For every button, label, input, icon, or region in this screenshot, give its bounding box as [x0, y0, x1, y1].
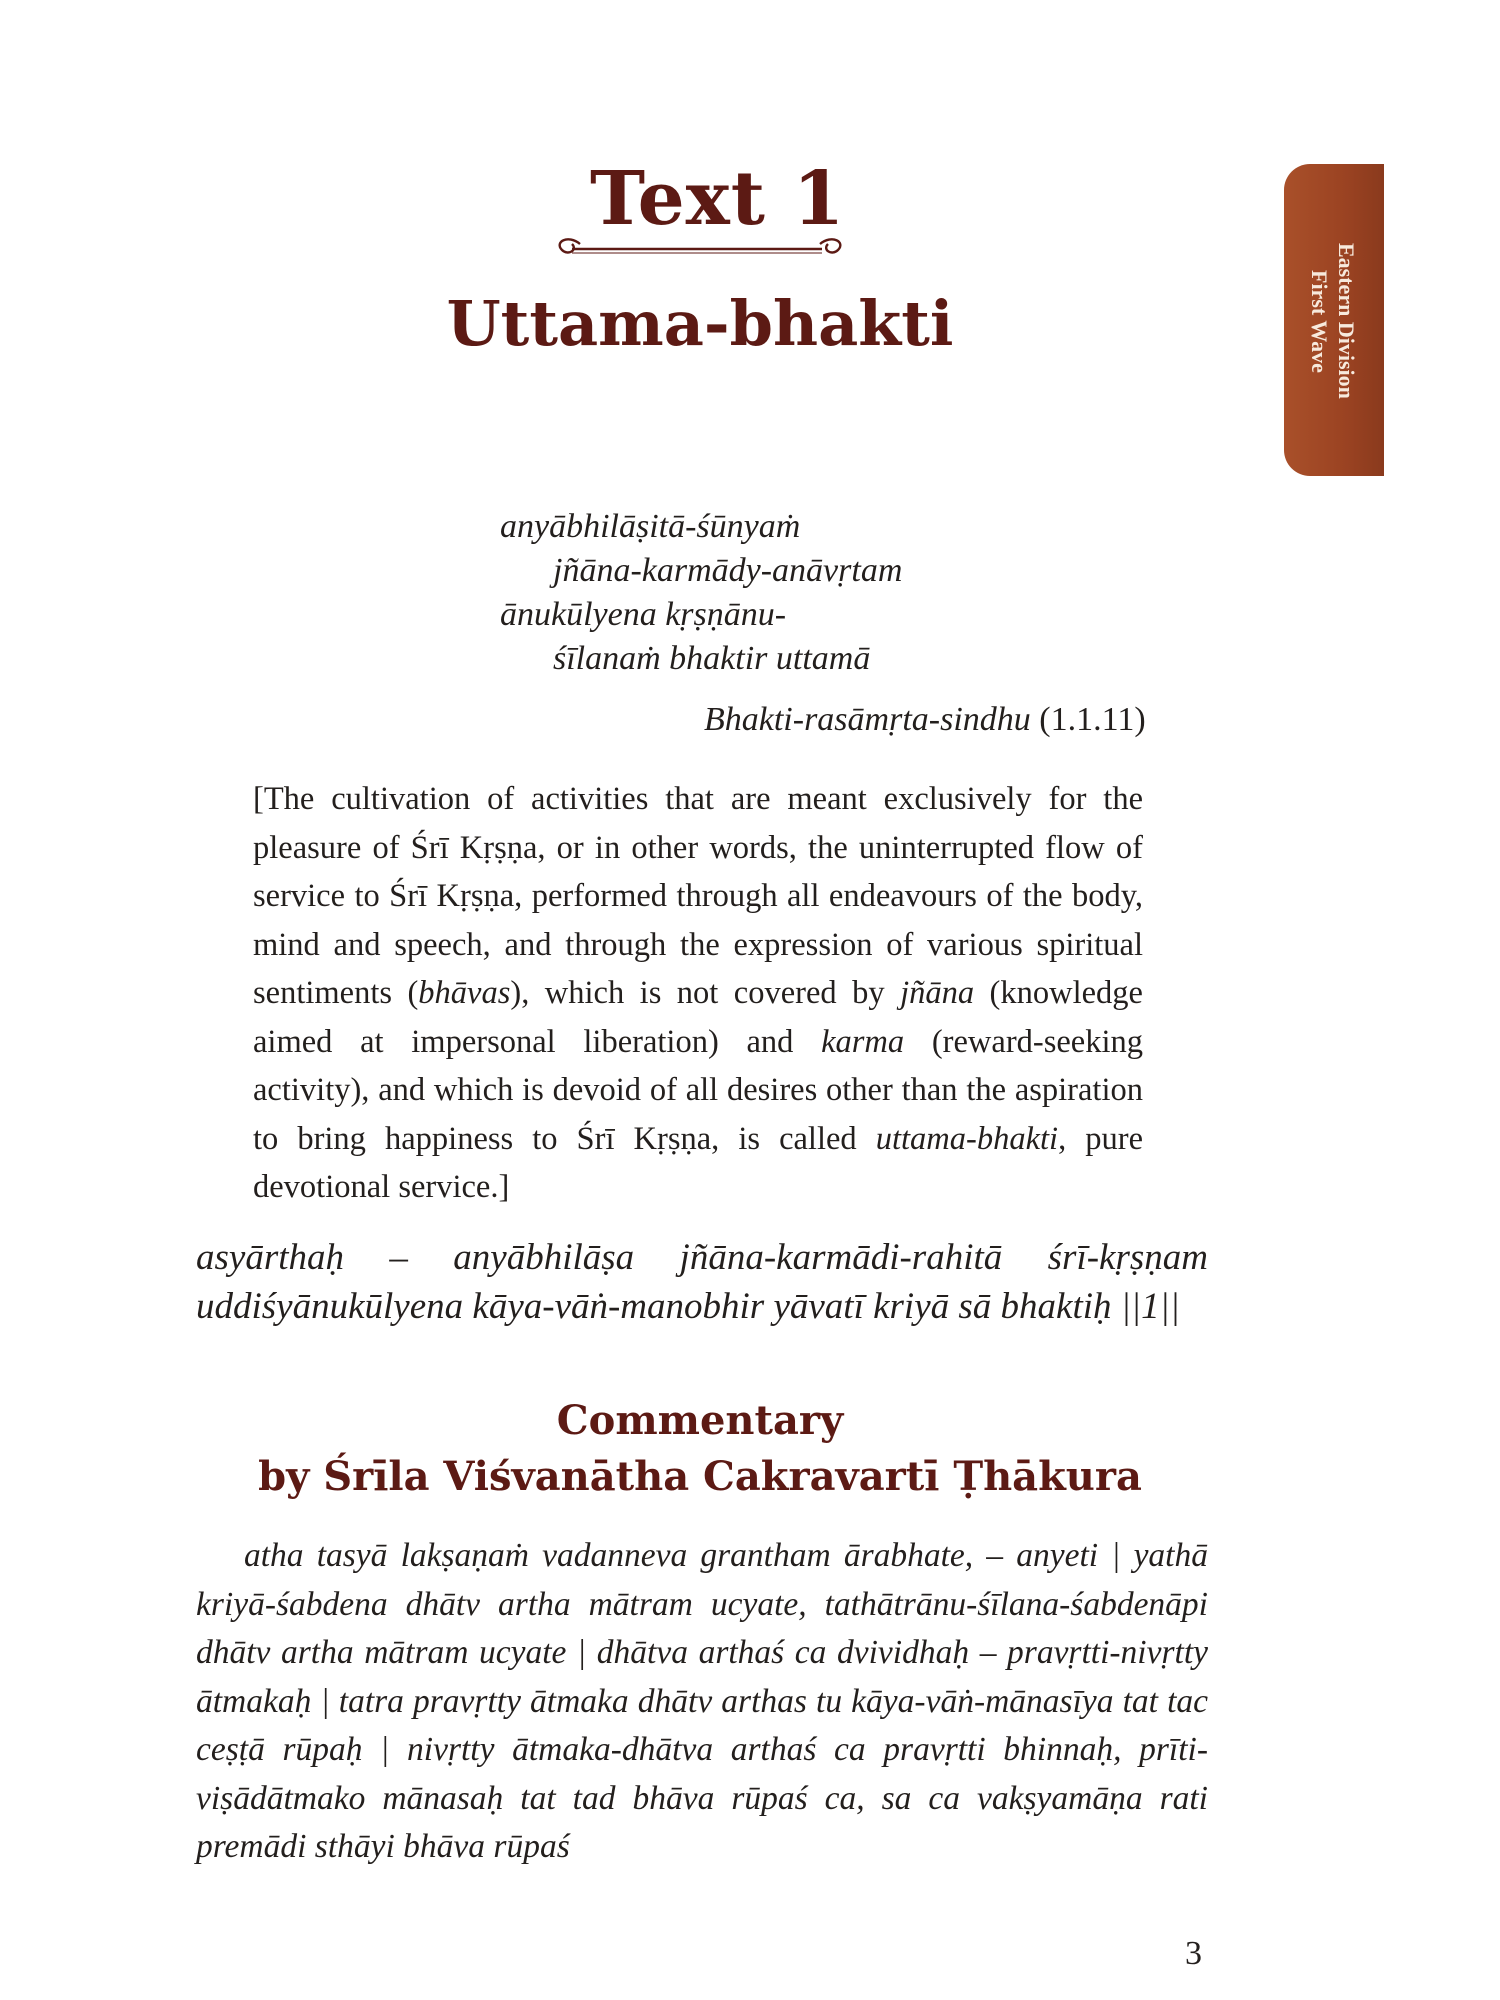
- verse-line: śīlanaṁ bhaktir uttamā: [553, 640, 871, 677]
- translation-text: (reward-seeking activity), and which is devoid of all desires other than the aspiration to bring happiness to Śrī Kṛṣṇa, is called: [253, 1023, 1144, 1157]
- decorative-flourish-icon: [550, 232, 850, 262]
- verse-line: ānukūlyena kṛṣṇānu-: [500, 596, 787, 633]
- translation-text: , pure devotional service.]: [253, 1120, 1143, 1205]
- side-tab-division: Eastern Division: [1334, 243, 1359, 399]
- translation-text: (knowledge aimed at impersonal liberation) and: [253, 975, 1143, 1060]
- text-number-heading: Text 1: [590, 156, 846, 242]
- verse-source-citation: [704, 701, 1146, 739]
- translation-term: jñāna: [900, 975, 975, 1011]
- translation-text: ), which is not covered by: [510, 975, 901, 1011]
- verse-translation: [253, 775, 1143, 1212]
- commentary-author-line: by Śrīla Viśvanātha Cakravartī Ṭhākura: [258, 1453, 1142, 1500]
- translation-text: [The cultivation of activities that are meant exclusively for the pleasure of Śrī Kṛṣṇa, or in other words, the uninterrupted flow of service to Śrī Kṛṣṇa, performed through all endeavours of the body, mind and speech, and through the expression of various spiritual sentiments (: [253, 781, 1143, 1011]
- commentary-heading-line: Commentary: [556, 1397, 844, 1444]
- verse-source-title: Bhakti-rasāmṛta-sindhu: [704, 701, 1031, 738]
- verse-source-reference: (1.1.11): [1039, 701, 1146, 738]
- section-side-tab-label: [1306, 186, 1360, 456]
- page-number: 3: [1185, 1935, 1202, 1972]
- verse-line: jñāna-karmādy-anāvṛtam: [553, 552, 903, 589]
- commentary-paragraph: atha tasyā lakṣaṇaṁ vadanneva grantham ārabhate, – anyeti | yathā kriyā-śabdena dhātv artha mātram ucyate, tathātrānu-śīlana-śabdenāpi dhātv artha mātram ucyate | dhātva arthaś ca dvividhaḥ – pravṛtti-nivṛtty ātmakaḥ | tatra pravṛtty ātmaka dhātv arthas tu kāya-vāṅ-mānasīya tat tac ceṣṭā rūpaḥ | nivṛtty ātmaka-dhātva arthaś ca pravṛtti bhinnaḥ, prīti-viṣādātmako mānasaḥ tat tad bhāva rūpaś ca, sa ca vakṣyamāṇa rati premādi sthāyi bhāva rūpaś: [196, 1537, 1208, 1865]
- chapter-title: Uttama-bhakti: [446, 287, 954, 360]
- sanskrit-verse: [500, 505, 1220, 681]
- commentary-heading: [0, 1393, 1400, 1505]
- commentary-body: [196, 1532, 1208, 1872]
- translation-term: uttama-bhakti: [875, 1120, 1059, 1157]
- side-tab-wave: First Wave: [1307, 269, 1332, 373]
- sanskrit-prose-meaning: asyārthaḥ – anyābhilāṣa jñāna-karmādi-rahitā śrī-kṛṣṇam uddiśyānukūlyena kāya-vāṅ-manobhir yāvatī kriyā sā bhaktiḥ ||1||: [196, 1237, 1208, 1327]
- translation-term: bhāvas: [418, 975, 511, 1011]
- translation-term: karma: [821, 1023, 905, 1060]
- verse-line: anyābhilāṣitā-śūnyaṁ: [500, 508, 801, 545]
